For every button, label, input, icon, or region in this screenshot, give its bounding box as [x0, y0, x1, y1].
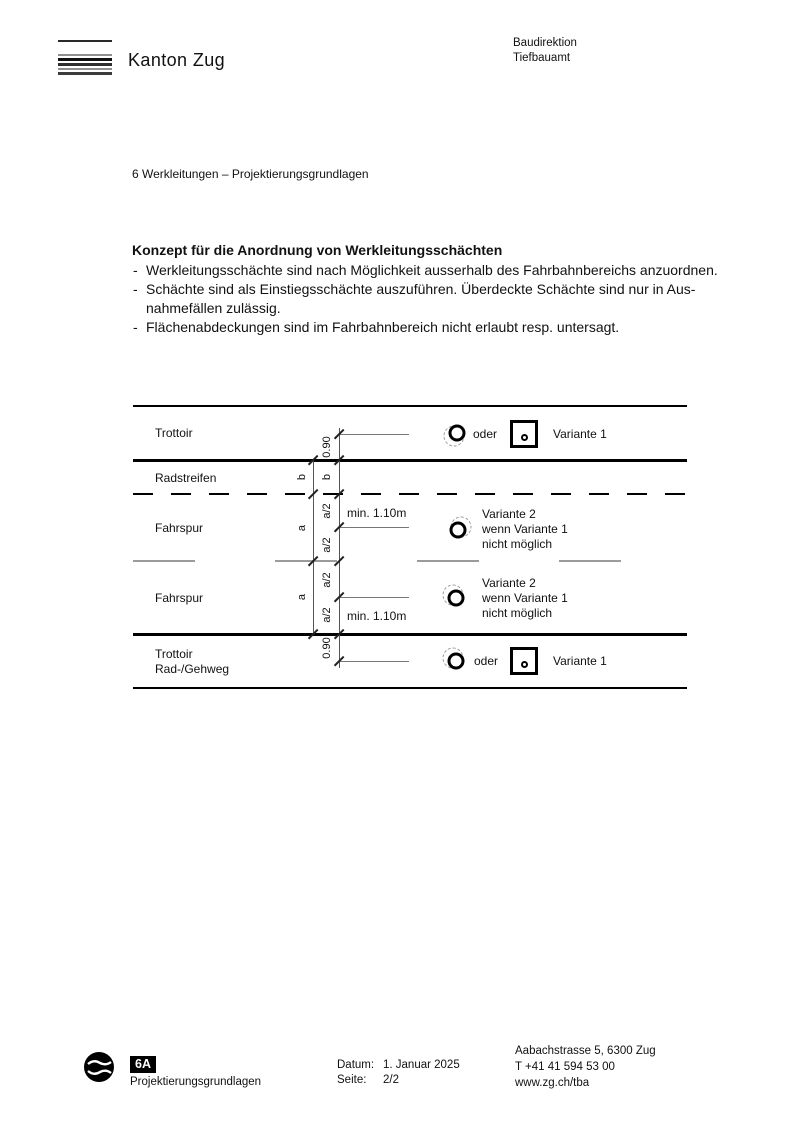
dimension-line-left — [313, 460, 314, 634]
variant-1-label: Variante 1 — [553, 654, 607, 668]
footer-website-link[interactable]: www.zg.ch/tba — [515, 1077, 590, 1089]
or-label: oder — [473, 427, 498, 441]
variant-2-label: Variante 2 wenn Variante 1 nicht möglich — [482, 507, 568, 551]
canton-name: Kanton Zug — [128, 50, 226, 70]
dim-label-a-lane1: a — [296, 524, 308, 532]
bullet-text: Werkleitungsschächte sind nach Möglichkeit ausserhalb des Fahrbahnbereichs anzuordnen. — [146, 262, 718, 278]
dim-label-a-half: a/2 — [321, 572, 333, 588]
min-clearance-label-bottom: min. 1.10m — [347, 609, 407, 623]
shaft-small-circle-icon — [521, 434, 528, 441]
trottoir-boundary-line-top — [133, 459, 687, 462]
bullet-marker: - — [133, 319, 138, 335]
page-value: 2/2 — [383, 1074, 399, 1086]
variant-1-label: Variante 1 — [553, 427, 607, 441]
bullet-marker: - — [133, 262, 138, 278]
shaft-circle-icon — [450, 522, 467, 539]
extension-line — [339, 661, 409, 662]
date-label: Datum: — [337, 1059, 375, 1071]
or-label: oder — [474, 654, 499, 668]
bullet-text: Schächte sind als Einstiegsschächte auszuführen. Überdeckte Schächte sind nur in Aus- — [146, 281, 696, 297]
header-office: Tiefbauamt — [513, 52, 571, 64]
dim-label-090-top: 0.90 — [321, 436, 333, 458]
extension-line — [339, 597, 409, 598]
bullet-text-continuation: nahmefällen zulässig. — [146, 300, 281, 316]
lane-label-radstreifen: Radstreifen — [155, 471, 217, 485]
page-label: Seite: — [337, 1074, 367, 1086]
date-value: 1. Januar 2025 — [383, 1059, 460, 1071]
dim-label-b-left: b — [296, 473, 308, 481]
section-title: 6 Werkleitungen – Projektierungsgrundlagen — [132, 167, 369, 181]
shaft-square-cover-icon — [510, 420, 538, 448]
road-center-line — [133, 560, 687, 562]
dim-label-090-bottom: 0.90 — [321, 637, 333, 659]
dim-label-a-half: a/2 — [321, 607, 333, 623]
header-department: Baudirektion — [513, 37, 577, 49]
min-clearance-label-top: min. 1.10m — [347, 506, 407, 520]
dim-label-a-half: a/2 — [321, 503, 333, 519]
lane-label-fahrspur-2: Fahrspur — [155, 591, 204, 605]
bullet-marker: - — [133, 281, 138, 297]
sheet-code-badge: 6A — [130, 1056, 156, 1073]
shaft-circle-icon — [448, 653, 465, 670]
footer-phone: T +41 41 594 53 00 — [515, 1061, 615, 1073]
lane-label-trottoir-top: Trottoir — [155, 426, 193, 440]
shaft-circle-icon — [449, 425, 466, 442]
dim-label-b-right: b — [321, 473, 333, 481]
road-edge-line-bottom — [133, 687, 687, 689]
extension-line — [339, 434, 409, 435]
lane-label-fahrspur-1: Fahrspur — [155, 521, 204, 535]
variant-2-label: Variante 2 wenn Variante 1 nicht möglich — [482, 576, 568, 620]
shaft-square-cover-icon — [510, 647, 538, 675]
trottoir-boundary-line-bottom — [133, 633, 687, 636]
dim-label-a-lane2: a — [296, 593, 308, 601]
shaft-circle-icon — [448, 590, 465, 607]
shaft-small-circle-icon — [521, 661, 528, 668]
extension-line — [339, 527, 409, 528]
tba-logo-icon — [83, 1051, 115, 1083]
sheet-title: Projektierungsgrundlagen — [130, 1076, 262, 1088]
bike-lane-dashed-line — [133, 493, 687, 495]
lane-label-trottoir-bottom: Trottoir Rad-/Gehweg — [155, 647, 230, 676]
footer-address: Aabachstrasse 5, 6300 Zug — [515, 1045, 656, 1057]
dim-label-a-half: a/2 — [321, 537, 333, 553]
concept-heading: Konzept für die Anordnung von Werkleitungsschächten — [132, 242, 503, 258]
road-edge-line-top — [133, 405, 687, 407]
bullet-text: Flächenabdeckungen sind im Fahrbahnbereich nicht erlaubt resp. untersagt. — [146, 319, 620, 335]
